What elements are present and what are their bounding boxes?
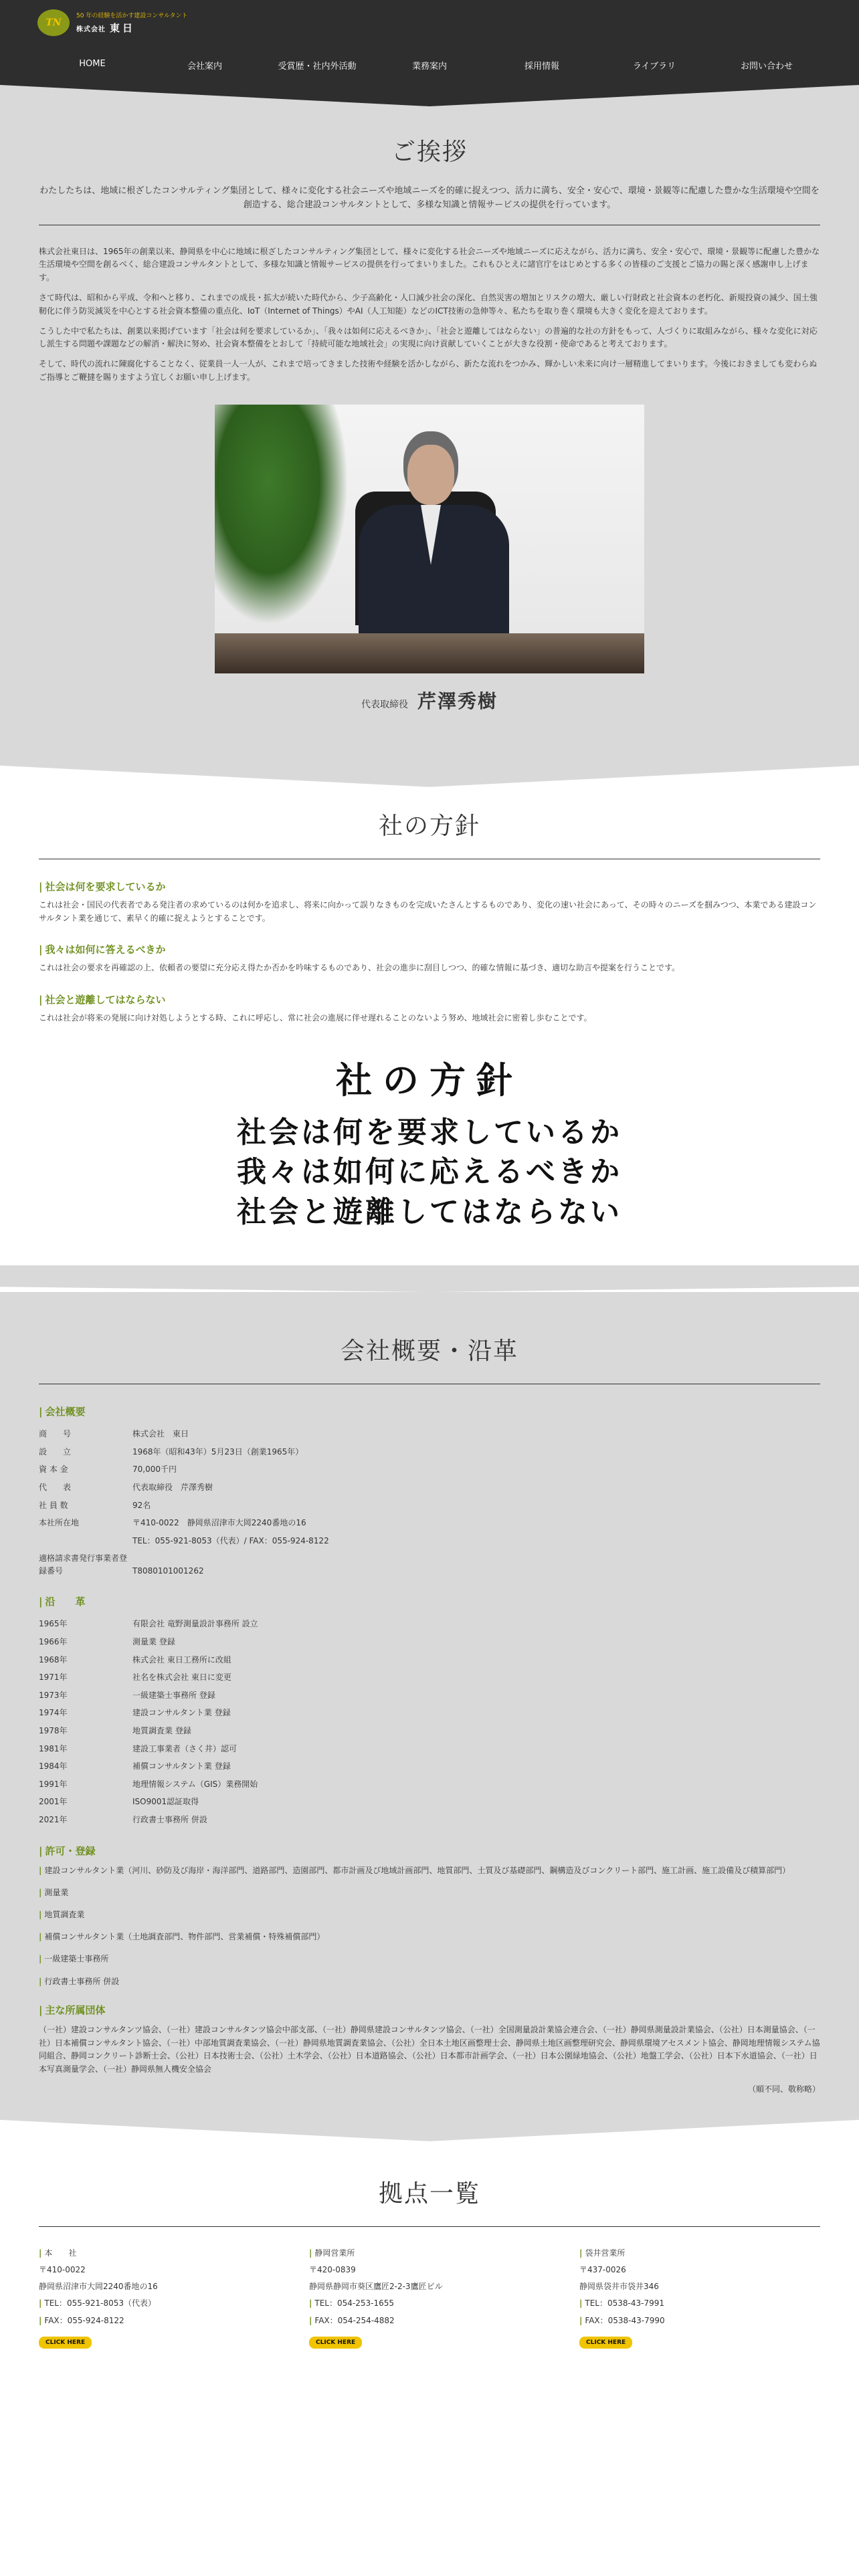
policy-calligraphy <box>39 1052 820 1232</box>
history-event: 測量業 登録 <box>132 1637 175 1647</box>
nav-library[interactable]: ライブラリ <box>632 62 676 72</box>
history-heading-text: 沿 革 <box>45 1596 86 1608</box>
profile-key: 社 員 数 <box>39 1500 68 1510</box>
table-row <box>39 1615 735 1633</box>
office-fax-text: FAX：055-924-8122 <box>44 2315 124 2325</box>
overview-section <box>0 1292 859 2115</box>
office-zip: 〒420-0839 <box>309 2265 356 2275</box>
history-table <box>39 1615 735 1828</box>
policy-heading-text: 社会は何を要求しているか <box>45 880 166 893</box>
assoc-heading-text: 主な所属団体 <box>45 2004 106 2016</box>
history-year: 1971年 <box>39 1673 68 1683</box>
table-row <box>39 1497 735 1515</box>
license-item: | 測量業 <box>39 1887 69 1897</box>
company-logo[interactable] <box>37 9 188 36</box>
greeting-paragraph: 株式会社東日は、1965年の創業以来、静岡県を中心に地域に根ざしたコンサルティング集団として、様々に変化する社会ニーズや地域ニーズに応えながら、活力に満ち、安全・安心で、環境・景観等に配慮した豊かな生活環境や空間を創るべく、総合建設コンサルタントとして、多様な知識と情報サービスの提供を行ってまいりました。これもひとえに諸官庁をはじめとする多くの皆様のご支援とご協力の賜と深く感謝申し上げます。 <box>39 246 820 283</box>
offices-section <box>0 2141 859 2369</box>
bullet-icon: | <box>39 1406 43 1418</box>
nav-services[interactable]: 業務案内 <box>411 62 447 72</box>
profile-value: 1968年（昭和43年）5月23日（創業1965年） <box>132 1446 304 1457</box>
history-event: 地質調査業 登録 <box>132 1726 191 1736</box>
profile-value: 株式会社 東日 <box>132 1429 189 1439</box>
table-row <box>39 1722 735 1740</box>
table-row <box>39 1687 735 1705</box>
policy-heading-text: 我々は如何に答えるべきか <box>45 944 166 956</box>
profile-value: 70,000千円 <box>132 1465 177 1475</box>
main-nav <box>39 59 820 72</box>
policy-text: これは社会が将来の発展に向け対処しようとする時、これに呼応し、常に社会の進展に伴せ遅れることのないよう努め、地域社会に密着し歩むことです。 <box>39 1013 592 1023</box>
history-year: 1968年 <box>39 1654 68 1665</box>
assoc-note: （順不同、敬称略） <box>747 2084 820 2094</box>
calligraphy-line: 社会と遊離してはならない <box>237 1194 622 1229</box>
company-name: 東日 <box>110 22 136 34</box>
office-tel: | TEL：0538-43-7991 <box>579 2298 664 2309</box>
table-row <box>39 1776 735 1794</box>
profile-value: TEL：055-921-8053（代表）/ FAX：055-924-8122 <box>132 1535 329 1545</box>
history-year: 1973年 <box>39 1690 68 1700</box>
profile-key <box>39 1532 132 1550</box>
offices-divider <box>39 2226 820 2227</box>
table-row <box>39 1740 735 1758</box>
calligraphy-title: 社の方針 <box>336 1058 523 1101</box>
office-map-button[interactable]: CLICK HERE <box>309 2337 362 2349</box>
history-heading <box>39 1594 820 1608</box>
office-name: | 本 社 <box>39 2248 77 2258</box>
policy-heading <box>39 992 820 1006</box>
signer-title: 代表取締役 <box>361 699 408 710</box>
bullet-icon: | <box>39 1596 43 1608</box>
office-card <box>309 2247 550 2349</box>
table-row <box>39 1633 735 1651</box>
license-text: 地質調査業 <box>44 1909 85 1919</box>
nav-contact[interactable]: お問い合わせ <box>740 62 793 72</box>
profile-value: 代表取締役 芹澤秀樹 <box>132 1482 213 1492</box>
office-card <box>39 2247 280 2349</box>
table-row <box>39 1669 735 1687</box>
table-row <box>39 1757 735 1776</box>
office-tel-text: TEL：055-921-8053（代表） <box>44 2298 156 2309</box>
overview-wave <box>0 2115 859 2141</box>
license-item: | 行政書士事務所 併設 <box>39 1976 120 1986</box>
history-event: 地理情報システム（GIS）業務開始 <box>132 1779 258 1789</box>
office-name: | 袋井営業所 <box>579 2248 626 2258</box>
profile-table <box>39 1425 735 1580</box>
profile-heading-text: 会社概要 <box>45 1406 86 1418</box>
offices-title: 拠点一覧 <box>378 2179 480 2208</box>
license-item: | 補償コンサルタント業（土地調査部門、物件部門、営業補償・特殊補償部門） <box>39 1932 325 1942</box>
signer-name: 芹澤秀樹 <box>417 689 498 712</box>
license-text: 建設コンサルタント業（河川、砂防及び海岸・海洋部門、道路部門、造園部門、都市計画及び地域計画部門、地質部門、土質及び基礎部門、鋼構造及びコンクリート部門、施工計画、施工設備及び積算部門） <box>44 1865 791 1875</box>
greeting-title: ご挨拶 <box>391 138 468 166</box>
office-list <box>39 2247 820 2349</box>
profile-key: 資 本 金 <box>39 1465 68 1475</box>
license-text: 一級建築士事務所 <box>44 1954 109 1964</box>
history-year: 1981年 <box>39 1743 68 1753</box>
greeting-wave <box>0 760 859 787</box>
office-fax-text: FAX：054-254-4882 <box>314 2315 395 2325</box>
office-fax: | FAX：054-254-4882 <box>309 2315 395 2325</box>
office-name-text: 静岡営業所 <box>314 2248 355 2258</box>
license-heading-text: 許可・登録 <box>45 1844 96 1857</box>
history-year: 1991年 <box>39 1779 68 1789</box>
logo-text <box>76 11 188 35</box>
office-address: 静岡県袋井市袋井346 <box>579 2282 659 2292</box>
table-row <box>39 1443 735 1461</box>
table-row <box>39 1479 735 1497</box>
office-name: | 静岡営業所 <box>309 2248 355 2258</box>
office-fax: | FAX：0538-43-7990 <box>579 2315 665 2325</box>
table-row <box>39 1514 735 1532</box>
office-tel-text: TEL：054-253-1655 <box>314 2298 394 2309</box>
assoc-heading <box>39 2003 820 2017</box>
history-year: 1978年 <box>39 1726 68 1736</box>
head <box>407 445 454 505</box>
logo-mark: TN <box>37 9 70 36</box>
site-header <box>0 0 859 80</box>
table-row <box>39 1549 735 1580</box>
nav-awards[interactable]: 受賞歴・社内外活動 <box>278 62 357 72</box>
office-zip: 〒437-0026 <box>579 2265 626 2275</box>
logo-name <box>76 21 188 35</box>
policy-heading-text: 社会と遊離してはならない <box>45 994 166 1006</box>
profile-value: 〒410-0022 静岡県沼津市大岡2240番地の16 <box>132 1518 306 1528</box>
license-text: 補償コンサルタント業（土地調査部門、物件部門、営業補償・特殊補償部門） <box>44 1932 325 1942</box>
office-name-text: 袋井営業所 <box>585 2248 626 2258</box>
history-event: ISO9001認証取得 <box>132 1797 199 1807</box>
profile-value: T8080101001262 <box>132 1566 204 1576</box>
office-fax-text: FAX：0538-43-7990 <box>585 2315 665 2325</box>
profile-key: 本社所在地 <box>39 1518 80 1528</box>
history-year: 2001年 <box>39 1797 68 1807</box>
overview-title: 会社概要・沿革 <box>340 1337 518 1366</box>
profile-key: 商 号 <box>39 1429 72 1439</box>
profile-key: 適格請求書発行事業者登録番号 <box>39 1553 128 1576</box>
history-year: 2021年 <box>39 1815 68 1824</box>
table-row <box>39 1704 735 1722</box>
company-prefix: 株式会社 <box>76 26 106 33</box>
office-fax: | FAX：055-924-8122 <box>39 2315 124 2325</box>
history-event: 行政書士事務所 併設 <box>132 1815 207 1824</box>
nav-company[interactable]: 会社案内 <box>187 62 222 72</box>
history-year: 1974年 <box>39 1708 68 1718</box>
policy-text: これは社会の要求を再確認の上、依頼者の要望に充分応え得たか否かを吟味するものであり、社会の進歩に刮目しつつ、的確な情報に基づき、適切な助言や提案を行うことです。 <box>39 963 680 973</box>
greeting-paragraph: こうした中で私たちは、創業以来掲げています「社会は何を要求しているか」、「我々は如何に応えるべきか」、「社会と遊離してはならない」の普遍的な社の方針をもって、人づくりに取組みながら、様々な変化に対応し派生する問題や課題などの解消・解決に努め、社会資本整備をとおして「持続可能な地域社会」の実現に向け貢献していくことが大きな役割・使命であると考えております。 <box>39 326 818 349</box>
profile-value: 92名 <box>132 1500 151 1510</box>
greeting-paragraph: さて時代は、昭和から平成、令和へと移り、これまでの成長・拡大が続いた時代から、少子高齢化・人口減少社会の深化、自然災害の増加とリスクの増大、厳しい行財政と社会資本の老朽化、新規投資の減少、国土強靭化に伴う防災減災を中心とする社会資本整備の重点化、IoT（Internet of Things）やAI（人工知能）などのICT技術の急伸等々、私たちを取り巻く環境も大きく変化を迎えております。 <box>39 292 818 316</box>
logo-tagline: 50 年の経験を活かす建設コンサルタント <box>76 13 188 19</box>
profile-key: 代 表 <box>39 1482 72 1492</box>
bullet-icon: | <box>39 994 43 1006</box>
license-item: | 地質調査業 <box>39 1909 85 1919</box>
policy-heading <box>39 879 820 893</box>
policy-title: 社の方針 <box>378 812 480 840</box>
greeting-section <box>0 80 859 760</box>
office-tel: | TEL：055-921-8053（代表） <box>39 2298 156 2309</box>
policy-wave <box>0 1265 859 1292</box>
policy-section <box>0 787 859 1265</box>
president-signature <box>39 687 820 714</box>
bullet-icon: | <box>39 1844 43 1857</box>
office-tel-text: TEL：0538-43-7991 <box>585 2298 664 2309</box>
history-event: 建設工事業者（さく井）認可 <box>132 1743 237 1753</box>
office-zip: 〒410-0022 <box>39 2265 86 2275</box>
office-map-button[interactable]: CLICK HERE <box>39 2337 92 2349</box>
nav-home[interactable]: HOME <box>79 59 106 69</box>
table-row <box>39 1461 735 1479</box>
table-row <box>39 1651 735 1669</box>
office-name-text: 本 社 <box>44 2248 77 2258</box>
bullet-icon: | <box>39 880 43 893</box>
policy-text: これは社会・国民の代表者である発注者の求めているのは何かを追求し、将来に向かって誤りなきものを完成いたさんとするものであり、変化の速い社会にあって、その時々のニーズを掴みつつ、本業である建設コンサルタント業を通じて、素早く的確に捉えようとすることです。 <box>39 899 817 923</box>
license-item: | 一級建築士事務所 <box>39 1954 109 1964</box>
plant-decoration <box>215 405 349 625</box>
profile-key: 設 立 <box>39 1446 72 1457</box>
profile-heading <box>39 1404 820 1418</box>
president-portrait <box>215 405 644 673</box>
table-row <box>39 1811 735 1829</box>
office-tel: | TEL：054-253-1655 <box>309 2298 394 2309</box>
bullet-icon: | <box>39 2004 43 2016</box>
greeting-lead: わたしたちは、地域に根ざしたコンサルティング集団として、様々に変化する社会ニーズや地域ニーズを的確に捉えつつ、活力に満ち、安全・安心で、環境・景観等に配慮した豊かな生活環境や空間を創造する、総合建設コンサルタントとして、多様な知識と情報サービスの提供を行っています。 <box>39 186 820 210</box>
license-item: | 建設コンサルタント業（河川、砂防及び海岸・海洋部門、道路部門、造園部門、都市計画及び地域計画部門、地質部門、土質及び基礎部門、鋼構造及びコンクリート部門、施工計画、施工設備及び積算部門） <box>39 1865 791 1875</box>
history-event: 株式会社 東日工務所に改組 <box>132 1654 231 1665</box>
history-year: 1966年 <box>39 1637 68 1647</box>
bullet-icon: | <box>39 944 43 956</box>
table-row <box>39 1425 735 1443</box>
office-address: 静岡県静岡市葵区鷹匠2-2-3鷹匠ビル <box>309 2282 443 2292</box>
history-year: 1965年 <box>39 1619 68 1629</box>
office-map-button[interactable]: CLICK HERE <box>579 2337 632 2349</box>
greeting-paragraph: そして、時代の流れに陳腐化することなく、従業員一人一人が、これまで培ってきました技術や経験を活かしながら、新たな流れをつかみ、輝かしい未来に向け一層精進してまいります。今後におきましても変わらぬご指導とご鞭撻を賜りますよう宜しくお願い申し上げます。 <box>39 359 818 382</box>
history-event: 社名を株式会社 東日に変更 <box>132 1673 231 1683</box>
history-event: 有限会社 竜野測量設計事務所 設立 <box>132 1619 258 1629</box>
office-address: 静岡県沼津市大岡2240番地の16 <box>39 2282 158 2292</box>
license-text: 行政書士事務所 併設 <box>44 1976 120 1986</box>
assoc-text: （一社）建設コンサルタンツ協会、（一社）建設コンサルタンツ協会中部支部、（一社）静岡県建設コンサルタンツ協会、（一社）全国測量設計業協会連合会、（一社）静岡県測量設計業協会、（公社）日本測量協会、（一社）日本補償コンサルタント協会、（一社）中部地質調査業協会、（一社）静岡県地質調査業協会、（公社）全日本土地区画整理士会、静岡県土地区画整理研究会、静岡県環境アセスメント協会、静岡地理情報システム協同組合、静岡コンクリート診断士会、（公社）日本技術士会、（公社）土木学会、（公社）日本道路協会、（公社）日本都市計画学会、（一社）日本公園緑地協会、（公社）地盤工学会、（公社）日本下水道協会、（一社）日本写真測量学会、（一社）静岡県無人機安全協会 <box>39 2024 820 2074</box>
license-text: 測量業 <box>44 1887 69 1897</box>
policy-heading <box>39 942 820 956</box>
table-row <box>39 1793 735 1811</box>
table-row <box>39 1532 735 1550</box>
calligraphy-line: 我々は如何に応えるべきか <box>237 1155 622 1190</box>
desk <box>215 633 644 673</box>
history-event: 建設コンサルタント業 登録 <box>132 1708 231 1718</box>
calligraphy-line: 社会は何を要求しているか <box>237 1115 622 1150</box>
history-year: 1984年 <box>39 1761 68 1772</box>
nav-recruit[interactable]: 採用情報 <box>524 62 559 72</box>
history-event: 一級建築士事務所 登録 <box>132 1690 215 1700</box>
history-event: 補償コンサルタント業 登録 <box>132 1761 231 1772</box>
office-card <box>579 2247 820 2349</box>
license-heading <box>39 1844 820 1858</box>
